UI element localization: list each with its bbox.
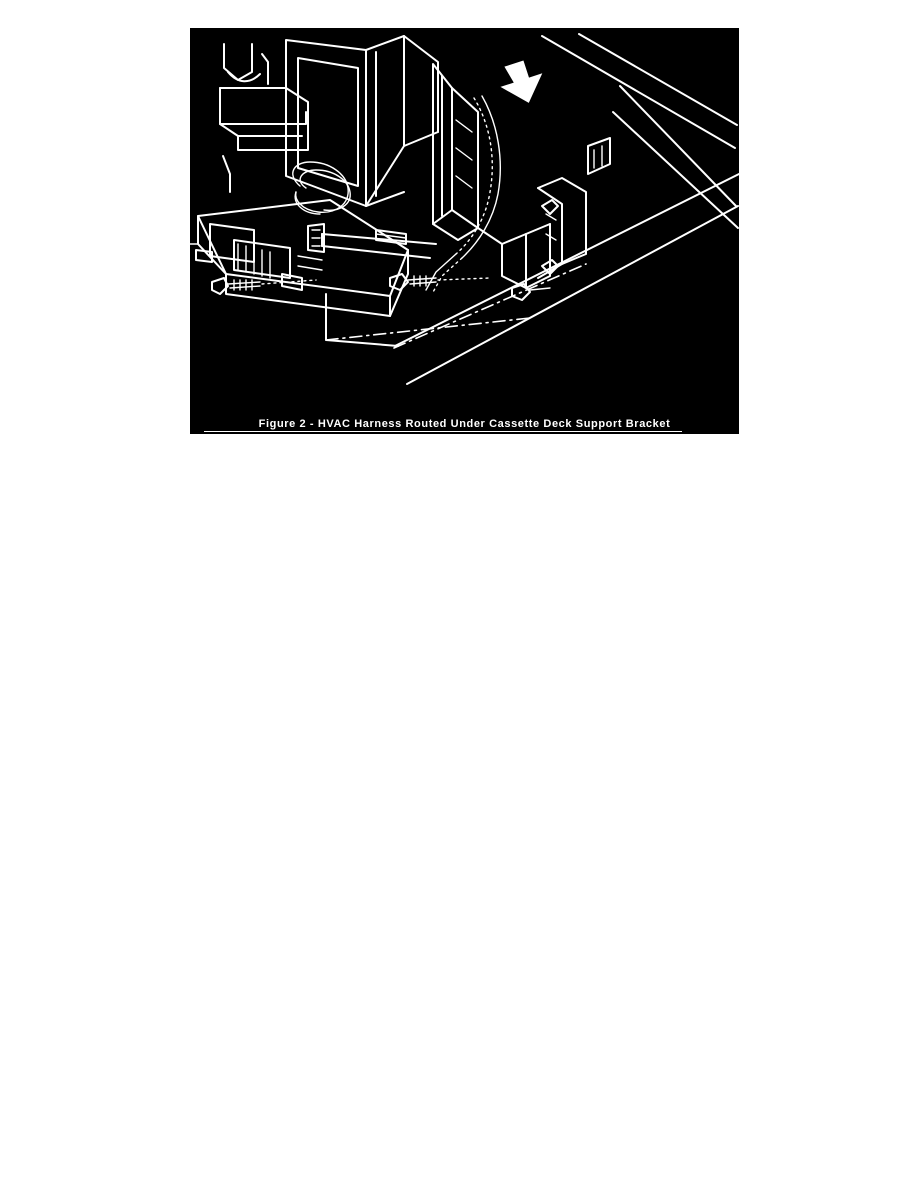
caption-underline (204, 431, 682, 432)
mounting-screw-left (212, 278, 316, 294)
support-bracket (433, 64, 478, 240)
instrument-panel-lines (395, 34, 739, 384)
routing-arrow-icon (495, 56, 550, 110)
figure-panel (190, 28, 739, 434)
figure-illustration (190, 28, 739, 408)
right-bracket (478, 138, 610, 288)
cassette-deck (190, 200, 408, 316)
mounting-arm (308, 224, 436, 258)
vent-duct-assembly (220, 44, 308, 192)
figure-caption: Figure 2 - HVAC Harness Routed Under Cassette Deck Support Bracket (258, 418, 671, 430)
